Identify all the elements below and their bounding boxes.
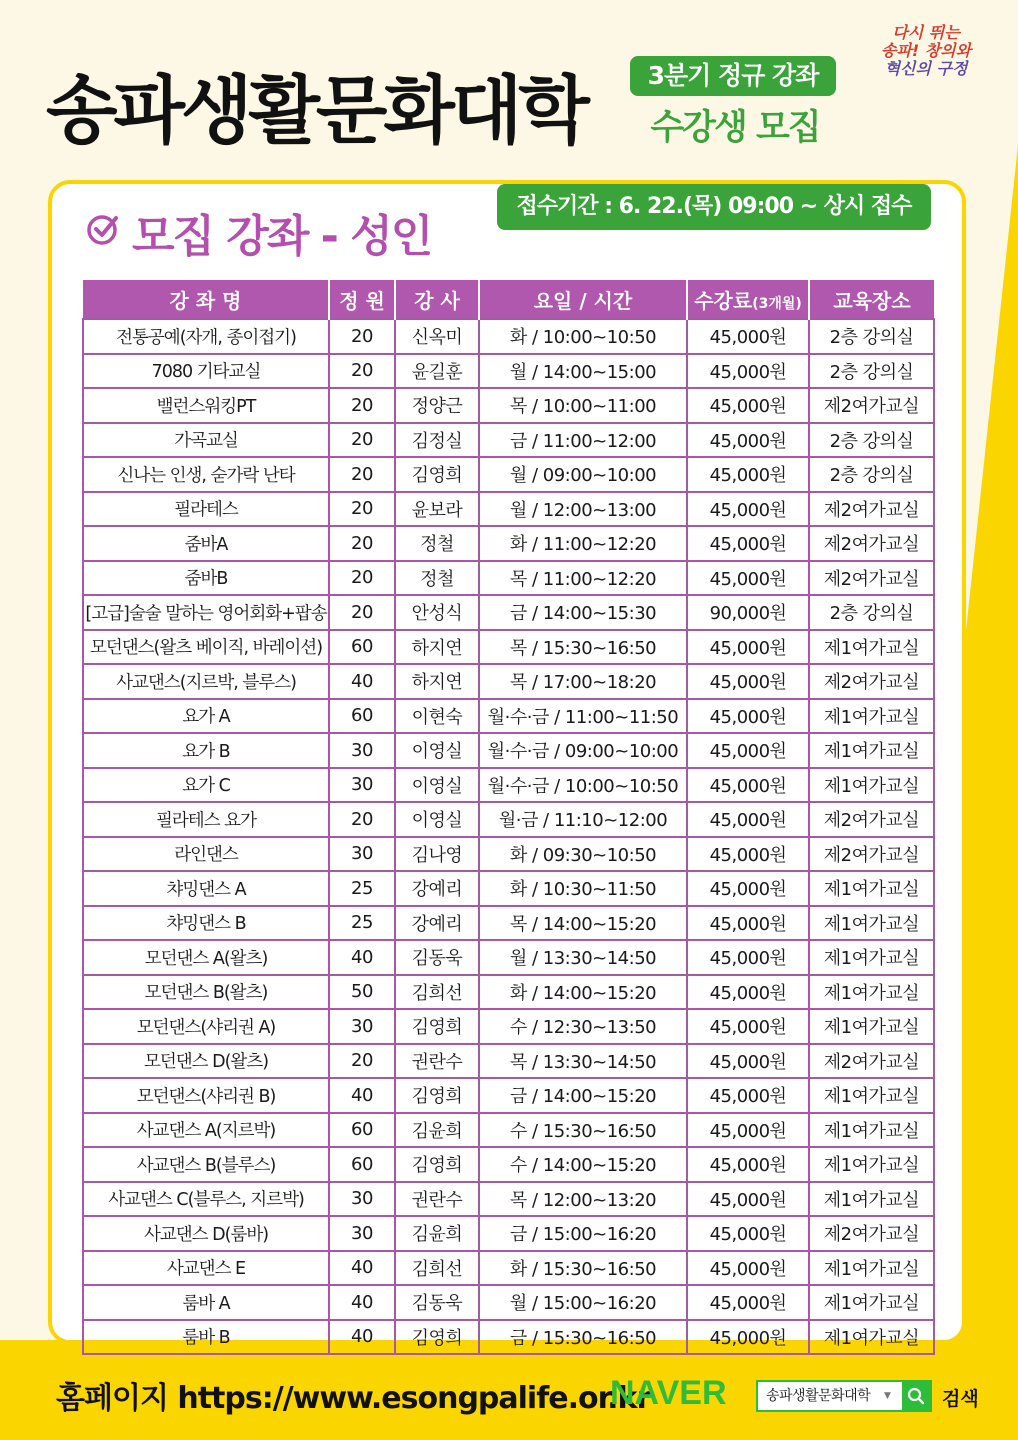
cell-schedule: 수 / 15:30~16:50 bbox=[479, 1113, 687, 1148]
cell-capacity: 30 bbox=[329, 837, 395, 872]
cell-schedule: 수 / 12:30~13:50 bbox=[479, 1009, 687, 1044]
cell-capacity: 60 bbox=[329, 699, 395, 734]
cell-capacity: 25 bbox=[329, 906, 395, 941]
cell-location: 제1여가교실 bbox=[809, 768, 934, 803]
table-row bbox=[83, 733, 934, 768]
cell-fee: 45,000원 bbox=[687, 1113, 809, 1148]
table-row bbox=[83, 423, 934, 458]
header-schedule: 요일 / 시간 bbox=[479, 280, 687, 319]
cell-location: 제1여가교실 bbox=[809, 733, 934, 768]
cell-fee: 45,000원 bbox=[687, 1147, 809, 1182]
cell-schedule: 금 / 11:00~12:00 bbox=[479, 423, 687, 458]
cell-capacity: 25 bbox=[329, 871, 395, 906]
naver-logo: NAVER bbox=[610, 1374, 727, 1412]
cell-schedule: 월·수·금 / 11:00~11:50 bbox=[479, 699, 687, 734]
cell-instructor: 정철 bbox=[395, 526, 479, 561]
cell-course-name: 모던댄스 A(왈츠) bbox=[83, 940, 329, 975]
table-row bbox=[83, 388, 934, 423]
cell-schedule: 금 / 14:00~15:30 bbox=[479, 595, 687, 630]
course-table bbox=[82, 280, 935, 1355]
cell-schedule: 목 / 13:30~14:50 bbox=[479, 1044, 687, 1079]
cell-fee: 45,000원 bbox=[687, 733, 809, 768]
cell-location: 제1여가교실 bbox=[809, 1285, 934, 1320]
cell-capacity: 30 bbox=[329, 733, 395, 768]
cell-fee: 45,000원 bbox=[687, 871, 809, 906]
cell-location: 제1여가교실 bbox=[809, 1009, 934, 1044]
cell-fee: 45,000원 bbox=[687, 1216, 809, 1251]
cell-fee: 45,000원 bbox=[687, 1182, 809, 1217]
cell-fee: 45,000원 bbox=[687, 802, 809, 837]
cell-course-name: 전통공예(자개, 종이접기) bbox=[83, 319, 329, 354]
cell-instructor: 신옥미 bbox=[395, 319, 479, 354]
cell-fee: 45,000원 bbox=[687, 664, 809, 699]
cell-schedule: 월 / 09:00~10:00 bbox=[479, 457, 687, 492]
cell-schedule: 금 / 15:30~16:50 bbox=[479, 1320, 687, 1355]
table-row bbox=[83, 975, 934, 1010]
cell-schedule: 금 / 15:00~16:20 bbox=[479, 1216, 687, 1251]
cell-location: 제2여가교실 bbox=[809, 802, 934, 837]
cell-schedule: 목 / 15:30~16:50 bbox=[479, 630, 687, 665]
cell-capacity: 20 bbox=[329, 1044, 395, 1079]
cell-fee: 45,000원 bbox=[687, 526, 809, 561]
table-row bbox=[83, 1113, 934, 1148]
cell-fee: 45,000원 bbox=[687, 1285, 809, 1320]
slogan-line-2: 송파! 창의와 bbox=[880, 41, 972, 60]
cell-location: 제2여가교실 bbox=[809, 664, 934, 699]
table-row bbox=[83, 1009, 934, 1044]
cell-fee: 45,000원 bbox=[687, 1044, 809, 1079]
cell-instructor: 김윤희 bbox=[395, 1216, 479, 1251]
table-row bbox=[83, 630, 934, 665]
cell-fee: 45,000원 bbox=[687, 699, 809, 734]
cell-fee: 90,000원 bbox=[687, 595, 809, 630]
cell-schedule: 화 / 11:00~12:20 bbox=[479, 526, 687, 561]
cell-capacity: 40 bbox=[329, 1285, 395, 1320]
cell-course-name: 모던댄스(샤리권 B) bbox=[83, 1078, 329, 1113]
cell-course-name: 줌바A bbox=[83, 526, 329, 561]
table-row bbox=[83, 354, 934, 389]
cell-capacity: 40 bbox=[329, 1078, 395, 1113]
table-row bbox=[83, 561, 934, 596]
cell-location: 제2여가교실 bbox=[809, 1216, 934, 1251]
cell-schedule: 목 / 10:00~11:00 bbox=[479, 388, 687, 423]
section-title: 모집 강좌 - 성인 bbox=[132, 211, 432, 262]
table-row bbox=[83, 492, 934, 527]
cell-course-name: 모던댄스(왈츠 베이직, 바레이션) bbox=[83, 630, 329, 665]
cell-instructor: 안성식 bbox=[395, 595, 479, 630]
quarter-badge: 3분기 정규 강좌 bbox=[630, 56, 836, 96]
cell-capacity: 60 bbox=[329, 1113, 395, 1148]
cell-course-name: 사교댄스 C(블루스, 지르박) bbox=[83, 1182, 329, 1217]
cell-location: 제1여가교실 bbox=[809, 1182, 934, 1217]
cell-capacity: 60 bbox=[329, 630, 395, 665]
cell-location: 2층 강의실 bbox=[809, 457, 934, 492]
cell-schedule: 목 / 12:00~13:20 bbox=[479, 1182, 687, 1217]
cell-instructor: 강예리 bbox=[395, 871, 479, 906]
cell-fee: 45,000원 bbox=[687, 457, 809, 492]
table-row bbox=[83, 1147, 934, 1182]
cell-capacity: 20 bbox=[329, 457, 395, 492]
table-row bbox=[83, 1251, 934, 1286]
cell-instructor: 김나영 bbox=[395, 837, 479, 872]
cell-capacity: 40 bbox=[329, 1320, 395, 1355]
cell-location: 제1여가교실 bbox=[809, 1320, 934, 1355]
cell-instructor: 하지연 bbox=[395, 630, 479, 665]
cell-course-name: 필라테스 요가 bbox=[83, 802, 329, 837]
cell-schedule: 월·금 / 11:10~12:00 bbox=[479, 802, 687, 837]
table-row bbox=[83, 768, 934, 803]
cell-location: 제1여가교실 bbox=[809, 871, 934, 906]
cell-course-name: 요가 A bbox=[83, 699, 329, 734]
cell-instructor: 윤보라 bbox=[395, 492, 479, 527]
header-fee: 수강료(3개월) bbox=[687, 280, 809, 319]
cell-schedule: 화 / 09:30~10:50 bbox=[479, 837, 687, 872]
cell-location: 제2여가교실 bbox=[809, 837, 934, 872]
cell-capacity: 30 bbox=[329, 1009, 395, 1044]
cell-instructor: 이영실 bbox=[395, 802, 479, 837]
table-row bbox=[83, 1044, 934, 1079]
cell-fee: 45,000원 bbox=[687, 1078, 809, 1113]
cell-instructor: 권란수 bbox=[395, 1182, 479, 1217]
cell-schedule: 화 / 10:30~11:50 bbox=[479, 871, 687, 906]
cell-course-name: [고급]술술 말하는 영어회화+팝송 bbox=[83, 595, 329, 630]
cell-location: 제2여가교실 bbox=[809, 388, 934, 423]
slogan-line-3: 혁신의 구정 bbox=[884, 59, 968, 78]
header-instructor: 강 사 bbox=[395, 280, 479, 319]
cell-course-name: 룸바 B bbox=[83, 1320, 329, 1355]
cell-fee: 45,000원 bbox=[687, 1320, 809, 1355]
cell-capacity: 20 bbox=[329, 492, 395, 527]
cell-instructor: 김정실 bbox=[395, 423, 479, 458]
cell-course-name: 요가 B bbox=[83, 733, 329, 768]
cell-course-name: 밸런스워킹PT bbox=[83, 388, 329, 423]
cell-fee: 45,000원 bbox=[687, 940, 809, 975]
header-location: 교육장소 bbox=[809, 280, 934, 319]
table-row bbox=[83, 1182, 934, 1217]
cell-course-name: 룸바 A bbox=[83, 1285, 329, 1320]
cell-schedule: 월 / 14:00~15:00 bbox=[479, 354, 687, 389]
cell-fee: 45,000원 bbox=[687, 423, 809, 458]
cell-location: 제1여가교실 bbox=[809, 1113, 934, 1148]
cell-course-name: 7080 기타교실 bbox=[83, 354, 329, 389]
table-row bbox=[83, 319, 934, 354]
cell-capacity: 20 bbox=[329, 388, 395, 423]
cell-course-name: 가곡교실 bbox=[83, 423, 329, 458]
cell-instructor: 김윤희 bbox=[395, 1113, 479, 1148]
cell-location: 제2여가교실 bbox=[809, 1044, 934, 1079]
search-button[interactable] bbox=[902, 1382, 930, 1410]
cell-location: 제1여가교실 bbox=[809, 630, 934, 665]
cell-fee: 45,000원 bbox=[687, 975, 809, 1010]
cell-location: 2층 강의실 bbox=[809, 595, 934, 630]
table-row bbox=[83, 802, 934, 837]
cell-capacity: 20 bbox=[329, 319, 395, 354]
cell-location: 2층 강의실 bbox=[809, 423, 934, 458]
cell-instructor: 정양근 bbox=[395, 388, 479, 423]
cell-course-name: 모던댄스 D(왈츠) bbox=[83, 1044, 329, 1079]
cell-location: 제2여가교실 bbox=[809, 561, 934, 596]
slogan-logo bbox=[856, 24, 996, 78]
slogan-line-1: 다시 뛰는 bbox=[892, 23, 960, 42]
search-icon bbox=[902, 1382, 930, 1410]
table-row bbox=[83, 1216, 934, 1251]
cell-fee: 45,000원 bbox=[687, 492, 809, 527]
cell-instructor: 김영희 bbox=[395, 1320, 479, 1355]
cell-schedule: 목 / 11:00~12:20 bbox=[479, 561, 687, 596]
table-row bbox=[83, 1078, 934, 1113]
cell-course-name: 필라테스 bbox=[83, 492, 329, 527]
cell-fee: 45,000원 bbox=[687, 768, 809, 803]
cell-fee: 45,000원 bbox=[687, 630, 809, 665]
cell-location: 제1여가교실 bbox=[809, 1251, 934, 1286]
cell-schedule: 목 / 17:00~18:20 bbox=[479, 664, 687, 699]
cell-schedule: 화 / 14:00~15:20 bbox=[479, 975, 687, 1010]
cell-schedule: 월·수·금 / 09:00~10:00 bbox=[479, 733, 687, 768]
cell-fee: 45,000원 bbox=[687, 354, 809, 389]
table-row bbox=[83, 699, 934, 734]
cell-location: 제1여가교실 bbox=[809, 906, 934, 941]
cell-fee: 45,000원 bbox=[687, 906, 809, 941]
cell-location: 제1여가교실 bbox=[809, 975, 934, 1010]
search-input[interactable] bbox=[756, 1380, 932, 1412]
cell-instructor: 권란수 bbox=[395, 1044, 479, 1079]
application-period: 접수기간 : 6. 22.(목) 09:00 ~ 상시 접수 bbox=[497, 184, 931, 230]
cell-location: 제1여가교실 bbox=[809, 940, 934, 975]
table-row bbox=[83, 871, 934, 906]
cell-course-name: 모던댄스 B(왈츠) bbox=[83, 975, 329, 1010]
cell-location: 2층 강의실 bbox=[809, 319, 934, 354]
cell-instructor: 정철 bbox=[395, 561, 479, 596]
table-row bbox=[83, 526, 934, 561]
cell-course-name: 라인댄스 bbox=[83, 837, 329, 872]
cell-instructor: 김희선 bbox=[395, 975, 479, 1010]
cell-course-name: 사교댄스 E bbox=[83, 1251, 329, 1286]
cell-capacity: 30 bbox=[329, 1216, 395, 1251]
cell-instructor: 김희선 bbox=[395, 1251, 479, 1286]
cell-schedule: 월 / 13:30~14:50 bbox=[479, 940, 687, 975]
cell-instructor: 김영희 bbox=[395, 457, 479, 492]
cell-course-name: 사교댄스 A(지르박) bbox=[83, 1113, 329, 1148]
cell-schedule: 월·수·금 / 10:00~10:50 bbox=[479, 768, 687, 803]
cell-capacity: 40 bbox=[329, 940, 395, 975]
cell-fee: 45,000원 bbox=[687, 319, 809, 354]
cell-fee: 45,000원 bbox=[687, 561, 809, 596]
cell-instructor: 김영희 bbox=[395, 1078, 479, 1113]
cell-location: 제1여가교실 bbox=[809, 1078, 934, 1113]
cell-location: 제1여가교실 bbox=[809, 699, 934, 734]
cell-capacity: 30 bbox=[329, 768, 395, 803]
table-row bbox=[83, 837, 934, 872]
cell-schedule: 화 / 10:00~10:50 bbox=[479, 319, 687, 354]
cell-capacity: 20 bbox=[329, 802, 395, 837]
cell-course-name: 챠밍댄스 A bbox=[83, 871, 329, 906]
cell-capacity: 30 bbox=[329, 1182, 395, 1217]
cell-capacity: 20 bbox=[329, 595, 395, 630]
header-capacity: 정 원 bbox=[329, 280, 395, 319]
table-row bbox=[83, 1285, 934, 1320]
cell-fee: 45,000원 bbox=[687, 1251, 809, 1286]
cell-course-name: 사교댄스 B(블루스) bbox=[83, 1147, 329, 1182]
table-row bbox=[83, 595, 934, 630]
table-row bbox=[83, 940, 934, 975]
cell-fee: 45,000원 bbox=[687, 388, 809, 423]
cell-location: 제2여가교실 bbox=[809, 492, 934, 527]
cell-instructor: 이현숙 bbox=[395, 699, 479, 734]
cell-instructor: 강예리 bbox=[395, 906, 479, 941]
search-label: 검색 bbox=[942, 1388, 979, 1410]
cell-instructor: 이영실 bbox=[395, 733, 479, 768]
cell-schedule: 월 / 15:00~16:20 bbox=[479, 1285, 687, 1320]
table-row bbox=[83, 906, 934, 941]
cell-instructor: 김영희 bbox=[395, 1009, 479, 1044]
cell-capacity: 20 bbox=[329, 354, 395, 389]
homepage-url: 홈페이지 https://www.esongpalife.or.kr bbox=[56, 1381, 651, 1416]
table-header-row bbox=[83, 280, 934, 319]
cell-capacity: 60 bbox=[329, 1147, 395, 1182]
cell-capacity: 50 bbox=[329, 975, 395, 1010]
cell-instructor: 김동욱 bbox=[395, 940, 479, 975]
cell-course-name: 챠밍댄스 B bbox=[83, 906, 329, 941]
table-row bbox=[83, 457, 934, 492]
cell-instructor: 윤길훈 bbox=[395, 354, 479, 389]
cell-course-name: 사교댄스 D(룸바) bbox=[83, 1216, 329, 1251]
table-row bbox=[83, 664, 934, 699]
dropdown-arrow-icon: ▼ bbox=[884, 1391, 891, 1401]
cell-course-name: 모던댄스(샤리권 A) bbox=[83, 1009, 329, 1044]
recruit-subtitle: 수강생 모집 bbox=[650, 108, 820, 148]
cell-schedule: 금 / 14:00~15:20 bbox=[479, 1078, 687, 1113]
cell-schedule: 목 / 14:00~15:20 bbox=[479, 906, 687, 941]
cell-capacity: 40 bbox=[329, 1251, 395, 1286]
cell-instructor: 김영희 bbox=[395, 1147, 479, 1182]
cell-schedule: 수 / 14:00~15:20 bbox=[479, 1147, 687, 1182]
cell-course-name: 사교댄스(지르박, 블루스) bbox=[83, 664, 329, 699]
page-title: 송파생활문화대학 bbox=[46, 68, 586, 154]
cell-fee: 45,000원 bbox=[687, 837, 809, 872]
search-query: 송파생활문화대학 bbox=[766, 1388, 871, 1404]
cell-capacity: 20 bbox=[329, 526, 395, 561]
cell-instructor: 이영실 bbox=[395, 768, 479, 803]
cell-instructor: 하지연 bbox=[395, 664, 479, 699]
cell-capacity: 40 bbox=[329, 664, 395, 699]
header-course-name: 강 좌 명 bbox=[83, 280, 329, 319]
cell-instructor: 김동욱 bbox=[395, 1285, 479, 1320]
cell-schedule: 화 / 15:30~16:50 bbox=[479, 1251, 687, 1286]
table-row bbox=[83, 1320, 934, 1355]
cell-capacity: 20 bbox=[329, 423, 395, 458]
cell-location: 2층 강의실 bbox=[809, 354, 934, 389]
cell-location: 제2여가교실 bbox=[809, 526, 934, 561]
cell-course-name: 신나는 인생, 숟가락 난타 bbox=[83, 457, 329, 492]
cell-course-name: 줌바B bbox=[83, 561, 329, 596]
cell-capacity: 20 bbox=[329, 561, 395, 596]
cell-fee: 45,000원 bbox=[687, 1009, 809, 1044]
cell-location: 제1여가교실 bbox=[809, 1147, 934, 1182]
cell-course-name: 요가 C bbox=[83, 768, 329, 803]
cell-schedule: 월 / 12:00~13:00 bbox=[479, 492, 687, 527]
